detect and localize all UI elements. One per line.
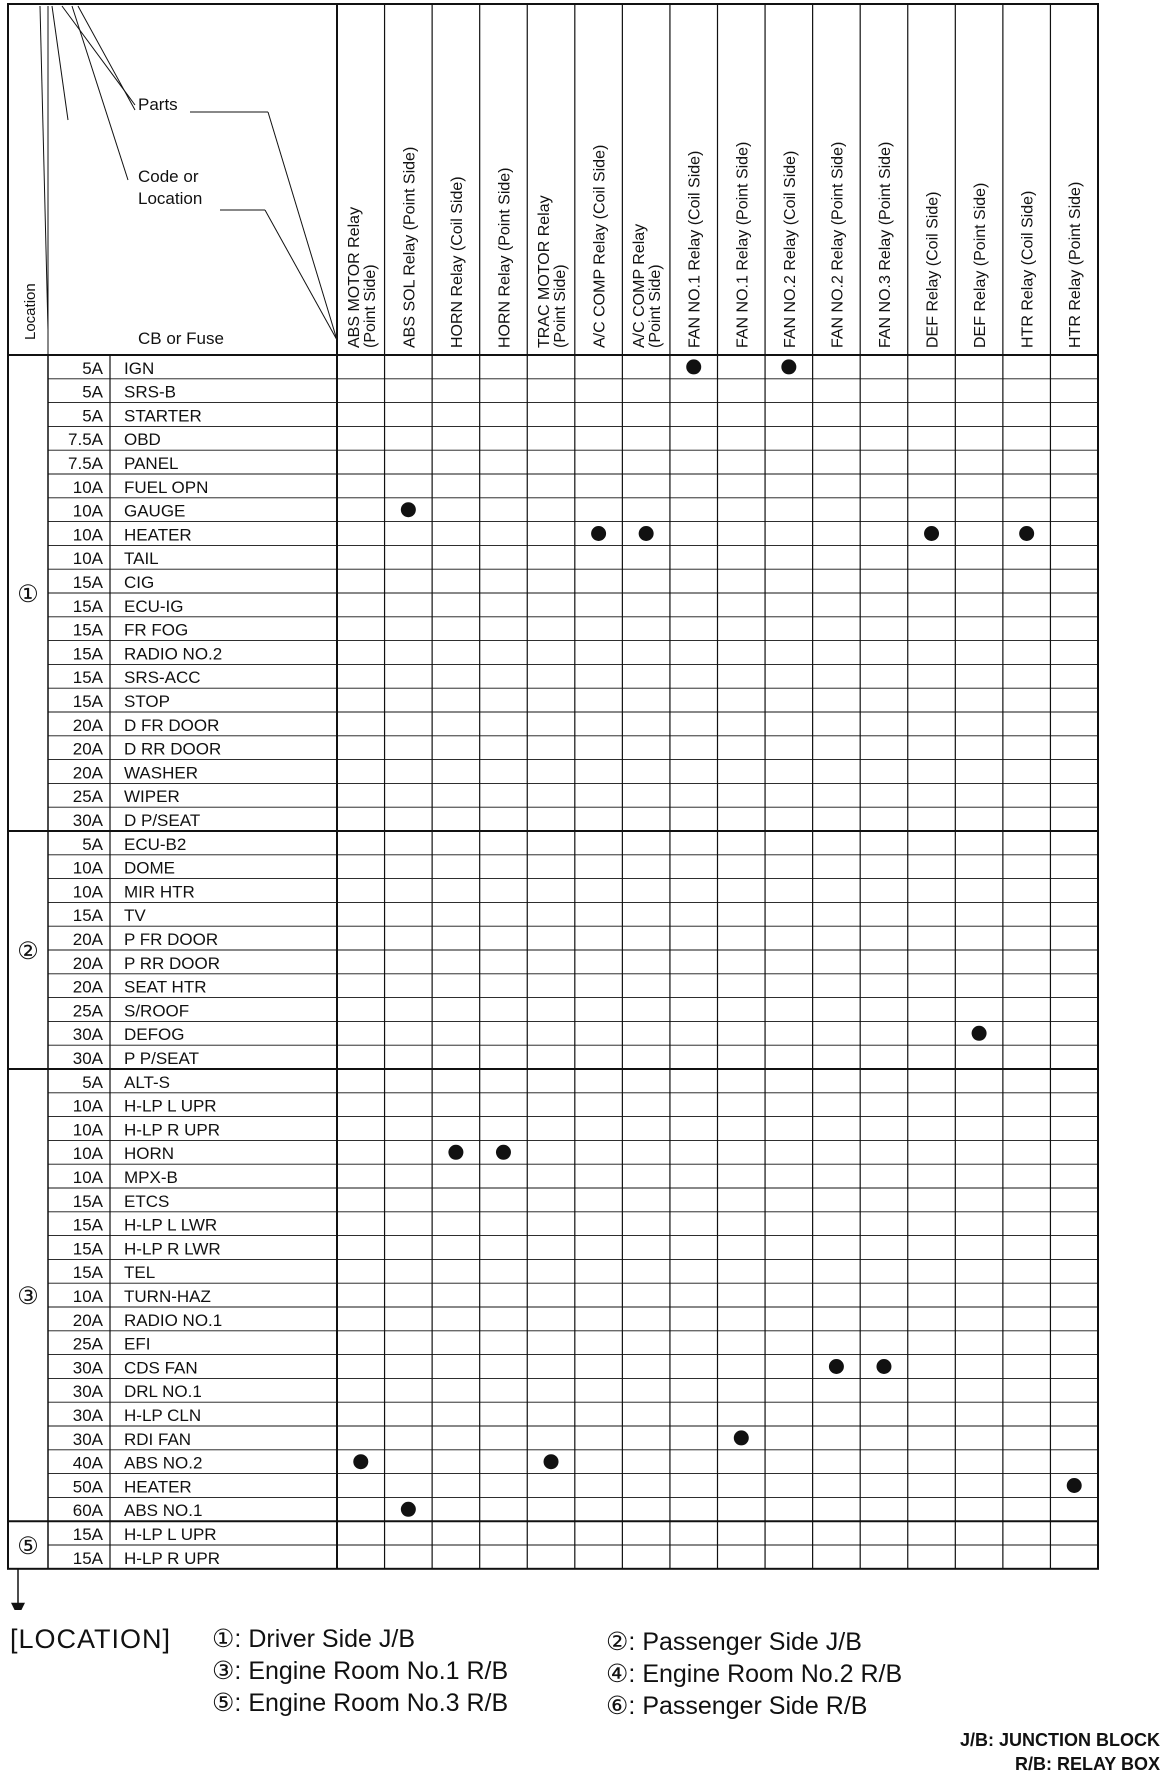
fuse-amp: 15A xyxy=(72,620,103,640)
location-legend-item xyxy=(606,1627,862,1657)
fuse-amp: 30A xyxy=(72,811,103,830)
location-code-label: Location xyxy=(138,189,203,208)
fuse-name: PANEL xyxy=(124,454,179,473)
column-header: HORN Relay (Coil Side) xyxy=(448,176,466,348)
fuse-amp: 50A xyxy=(72,1477,103,1497)
fuse-amp: 10A xyxy=(72,1120,103,1140)
fuse-name: STOP xyxy=(124,692,170,711)
location-legend-item xyxy=(212,1688,508,1718)
location-legend-item xyxy=(606,1691,867,1721)
fuse-amp: 40A xyxy=(72,1453,103,1473)
column-header: FAN NO.3 Relay (Point Side) xyxy=(876,141,894,348)
abbr-relay-box: R/B: RELAY BOX xyxy=(1014,1754,1160,1774)
fuse-amp: 10A xyxy=(72,1168,103,1187)
column-header-sub: (Point Side) xyxy=(361,264,379,348)
connection-dot xyxy=(876,1359,891,1374)
location-legend-text: : Driver Side J/B xyxy=(234,1625,416,1653)
fuse-amp: 5A xyxy=(82,834,103,854)
header-diagonal xyxy=(72,6,128,180)
location-legend-text: : Engine Room No.3 R/B xyxy=(234,1689,509,1717)
location-legend-item xyxy=(212,1624,415,1654)
fuse-name: H-LP L LWR xyxy=(124,1215,218,1235)
fuse-name: STARTER xyxy=(124,406,202,426)
fuse-name: ECU-B2 xyxy=(124,834,187,854)
column-header-sub: (Point Side) xyxy=(552,264,570,348)
fuse-name: P RR DOOR xyxy=(124,953,221,973)
fuse-name: DEFOG xyxy=(124,1025,185,1045)
location-legend-mark: ③ xyxy=(212,1657,235,1685)
fuse-amp: 10A xyxy=(72,1287,103,1306)
fuse-amp: 5A xyxy=(82,406,103,426)
fuse-amp: 15A xyxy=(72,1263,103,1283)
fuse-amp: 7.5A xyxy=(68,454,103,473)
cb-fuse-label: CB or Fuse xyxy=(138,329,224,348)
fuse-amp: 20A xyxy=(72,953,103,973)
fuse-name: ABS NO.2 xyxy=(124,1453,203,1473)
fuse-name: H-LP R UPR xyxy=(124,1548,221,1568)
location-legend-text: : Engine Room No.2 R/B xyxy=(628,1660,903,1688)
fuse-amp: 15A xyxy=(72,1215,103,1235)
fuse-name: H-LP CLN xyxy=(124,1406,202,1425)
fuse-name: S/ROOF xyxy=(124,1001,190,1021)
location-legend-mark: ④ xyxy=(606,1660,629,1688)
location-legend-mark: ⑤ xyxy=(212,1689,235,1717)
fuse-name: MPX-B xyxy=(124,1168,178,1187)
fuse-amp: 5A xyxy=(82,382,103,402)
connection-dot xyxy=(401,502,416,517)
fuse-name: H-LP L UPR xyxy=(124,1525,217,1544)
fuse-amp: 15A xyxy=(72,596,103,616)
column-header: HTR Relay (Coil Side) xyxy=(1019,190,1037,348)
fuse-amp: 20A xyxy=(72,1310,103,1330)
fuse-amp: 20A xyxy=(72,977,103,997)
fuse-amp: 15A xyxy=(72,1548,103,1568)
fuse-amp: 10A xyxy=(72,501,103,521)
connection-dot xyxy=(401,1502,416,1517)
fuse-name: CIG xyxy=(124,573,155,592)
connection-dot xyxy=(496,1145,511,1160)
fuse-amp: 15A xyxy=(72,1525,103,1544)
fuse-name: RADIO NO.1 xyxy=(124,1310,223,1330)
connection-dot xyxy=(924,526,939,541)
fuse-amp: 10A xyxy=(72,549,103,569)
header-diagonal xyxy=(40,6,48,330)
connection-dot xyxy=(972,1026,987,1041)
fuse-amp: 15A xyxy=(72,906,103,926)
location-legend-mark: ⑥ xyxy=(606,1692,629,1720)
fuse-name: DOME xyxy=(124,858,175,878)
fuse-name: ABS NO.1 xyxy=(124,1501,203,1521)
fuse-amp: 10A xyxy=(72,1096,103,1116)
location-mark: ⑤ xyxy=(17,1533,39,1560)
fuse-name: ETCS xyxy=(124,1191,170,1211)
connection-dot xyxy=(448,1145,463,1160)
fuse-name: H-LP L UPR xyxy=(124,1096,217,1116)
fuse-name: HEATER xyxy=(124,1477,192,1497)
fuse-amp: 15A xyxy=(72,1239,103,1259)
connection-dot xyxy=(829,1359,844,1374)
abbr-junction-block: J/B: JUNCTION BLOCK xyxy=(959,1730,1160,1750)
fuse-name: HEATER xyxy=(124,525,192,545)
column-header: A/C COMP Relay (Coil Side) xyxy=(591,144,609,348)
fuse-name: TURN-HAZ xyxy=(124,1287,211,1306)
column-header: DEF Relay (Point Side) xyxy=(972,182,990,348)
fuse-amp: 10A xyxy=(72,477,103,497)
fuse-amp: 25A xyxy=(72,1001,103,1021)
fuse-name: SRS-ACC xyxy=(124,668,201,688)
fuse-name: ALT-S xyxy=(124,1072,170,1092)
fuse-name: DRL NO.1 xyxy=(124,1382,202,1402)
fuse-amp: 60A xyxy=(72,1501,103,1521)
connection-dot xyxy=(544,1454,559,1469)
fuse-amp: 15A xyxy=(72,573,103,592)
connection-dot xyxy=(686,359,701,374)
fuse-amp: 30A xyxy=(72,1049,103,1068)
fuse-name: P P/SEAT xyxy=(124,1049,199,1068)
fuse-amp: 10A xyxy=(72,1144,103,1164)
fuse-name: CDS FAN xyxy=(124,1358,198,1378)
fuse-name: H-LP R UPR xyxy=(124,1120,221,1140)
column-header: FAN NO.2 Relay (Point Side) xyxy=(829,141,847,348)
parts-label: Parts xyxy=(138,95,178,114)
fuse-amp: 30A xyxy=(72,1429,103,1449)
fuse-amp: 30A xyxy=(72,1382,103,1402)
fuse-name: OBD xyxy=(124,430,161,450)
connection-dot xyxy=(1067,1478,1082,1493)
fuse-name: D P/SEAT xyxy=(124,811,201,830)
fuse-amp: 20A xyxy=(72,930,103,949)
parts-leader xyxy=(268,112,337,340)
fuse-amp: 15A xyxy=(72,1191,103,1211)
fuse-name: D FR DOOR xyxy=(124,715,220,735)
code-label: Code or xyxy=(138,167,199,186)
location-legend-mark: ② xyxy=(606,1628,629,1656)
connection-dot xyxy=(353,1454,368,1469)
column-header: FAN NO.1 Relay (Coil Side) xyxy=(686,150,704,348)
location-header-label: Location xyxy=(22,283,39,340)
fuse-amp: 30A xyxy=(72,1406,103,1425)
fuse-name: TV xyxy=(124,906,146,926)
fuse-name: FUEL OPN xyxy=(124,477,209,497)
fuse-amp: 7.5A xyxy=(68,430,103,450)
location-arrow-head xyxy=(11,1603,25,1610)
fuse-amp: 10A xyxy=(72,882,103,902)
fuse-name: MIR HTR xyxy=(124,882,195,902)
location-legend-text: : Passenger Side R/B xyxy=(628,1692,868,1720)
fuse-amp: 5A xyxy=(82,1072,103,1092)
fuse-amp: 30A xyxy=(72,1358,103,1378)
fuse-name: H-LP R LWR xyxy=(124,1239,221,1259)
location-mark: ② xyxy=(17,938,39,965)
connection-dot xyxy=(639,526,654,541)
location-mark: ① xyxy=(17,581,39,608)
column-header: ABS MOTOR Relay xyxy=(345,206,363,348)
column-header: FAN NO.1 Relay (Point Side) xyxy=(734,141,752,348)
fuse-name: D RR DOOR xyxy=(124,739,222,759)
location-legend-item xyxy=(606,1659,902,1689)
fuse-amp: 20A xyxy=(72,715,103,735)
fuse-name: TAIL xyxy=(124,549,159,569)
fuse-amp: 25A xyxy=(72,787,103,807)
fuse-amp: 25A xyxy=(72,1334,103,1354)
location-legend-item xyxy=(212,1656,508,1686)
fuse-name: GAUGE xyxy=(124,501,186,521)
connection-dot xyxy=(1019,526,1034,541)
column-header: DEF Relay (Coil Side) xyxy=(924,191,942,348)
connection-dot xyxy=(781,359,796,374)
header-diagonal xyxy=(78,6,135,110)
location-legend-text: : Passenger Side J/B xyxy=(628,1628,862,1656)
fuse-name: P FR DOOR xyxy=(124,930,219,949)
fuse-amp: 10A xyxy=(72,858,103,878)
fuse-amp: 30A xyxy=(72,1025,103,1045)
fuse-name: SEAT HTR xyxy=(124,977,207,997)
location-mark: ③ xyxy=(17,1283,39,1311)
column-header: HTR Relay (Point Side) xyxy=(1067,181,1085,348)
fuse-amp: 20A xyxy=(72,763,103,783)
location-legend-mark: ① xyxy=(212,1625,235,1653)
fuse-amp: 15A xyxy=(72,692,103,711)
column-header-sub: (Point Side) xyxy=(647,264,665,348)
fuse-name: SRS-B xyxy=(124,382,176,402)
location-legend-title: [LOCATION] xyxy=(10,1624,172,1654)
fuse-name: HORN xyxy=(124,1144,175,1164)
fuse-name: IGN xyxy=(124,358,155,378)
column-header: A/C COMP Relay xyxy=(631,223,649,348)
fuse-name: FR FOG xyxy=(124,620,189,640)
column-header: TRAC MOTOR Relay xyxy=(536,195,554,348)
connection-dot xyxy=(734,1430,749,1445)
fuse-amp: 5A xyxy=(82,358,103,378)
fuse-name: EFI xyxy=(124,1334,151,1354)
fuse-amp: 15A xyxy=(72,644,103,664)
fuse-name: WASHER xyxy=(124,763,198,783)
fuse-amp: 10A xyxy=(72,525,103,545)
fuse-amp: 20A xyxy=(72,739,103,759)
fuse-name: TEL xyxy=(124,1263,156,1283)
fuse-name: RADIO NO.2 xyxy=(124,644,223,664)
fuse-name: RDI FAN xyxy=(124,1429,192,1449)
column-header: FAN NO.2 Relay (Coil Side) xyxy=(781,150,799,348)
fuse-amp: 15A xyxy=(72,668,103,688)
column-header: ABS SOL Relay (Point Side) xyxy=(401,146,419,348)
location-legend-text: : Engine Room No.1 R/B xyxy=(234,1657,509,1685)
fuse-name: WIPER xyxy=(124,787,180,807)
header-diagonal xyxy=(52,6,68,120)
column-header: HORN Relay (Point Side) xyxy=(496,167,514,348)
connection-dot xyxy=(591,526,606,541)
fuse-name: ECU-IG xyxy=(124,596,184,616)
code-leader xyxy=(265,210,337,340)
